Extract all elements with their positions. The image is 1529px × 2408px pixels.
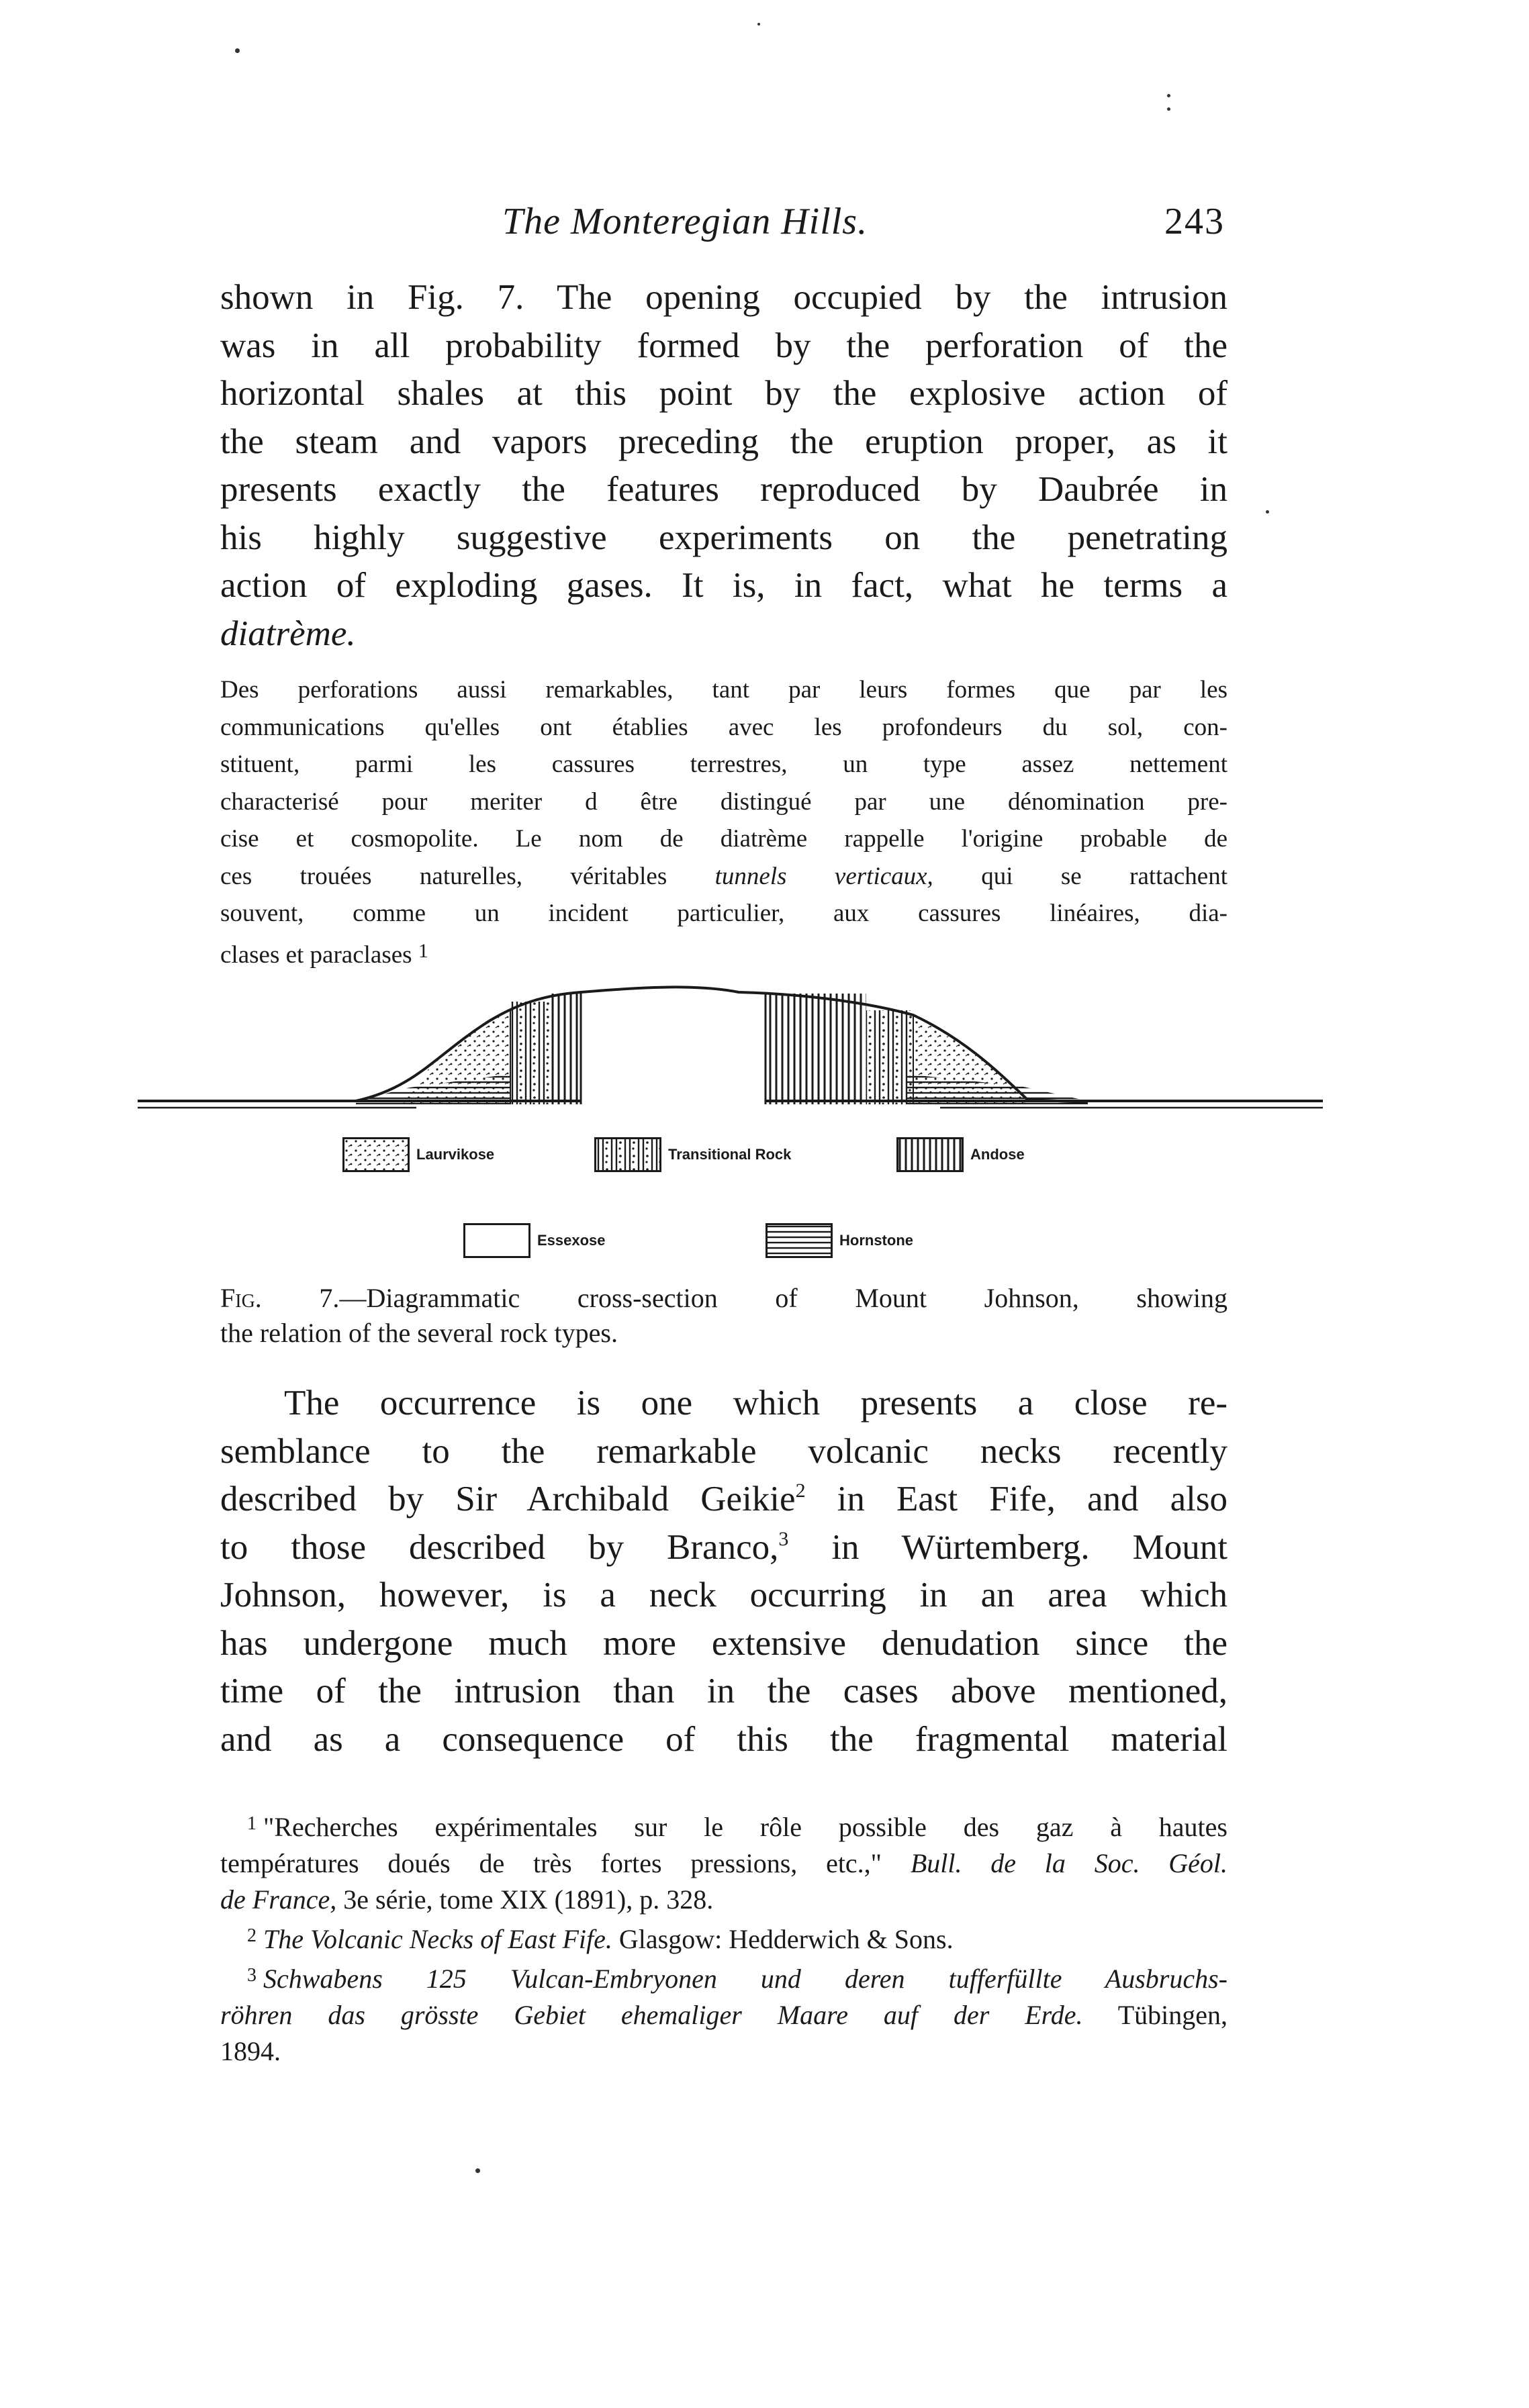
text-line: horizontal shales at this point by the explosive action of — [220, 374, 1227, 413]
text-line: shown in Fig. 7. The opening occupied by the intrusion — [220, 278, 1227, 317]
footnote-text: 3e série, tome XIX (1891), p. 328. — [336, 1884, 714, 1915]
page-number: 243 — [1164, 201, 1225, 242]
footnote-italic: de France, — [220, 1884, 337, 1915]
quote-line-part: clases et paraclases — [220, 941, 412, 969]
legend-item-andose — [896, 1135, 1025, 1175]
caption-line: the relation of the several rock types. — [220, 1318, 618, 1348]
text-line: semblance to the remarkable volcanic necks recently — [220, 1431, 1227, 1471]
quote-line: stituent, parmi les cassures terrestres, un type assez nettement — [220, 751, 1227, 778]
legend-item-transitional — [594, 1135, 791, 1175]
term-diatreme: diatrème. — [220, 614, 356, 653]
print-speck — [475, 2168, 480, 2173]
quote-line: communications qu'elles ont établies avec les profondeurs du sol, con- — [220, 713, 1227, 741]
text-part: in Würtemberg. Mount — [788, 1527, 1227, 1567]
quote-line: characterisé pour meriter d être distingué par une dénomination pre- — [220, 787, 1227, 816]
text-part: described by Sir Archibald Geikie — [220, 1480, 796, 1519]
footnote-1-line — [220, 1845, 1227, 1882]
footnote-mark: 1 — [247, 1813, 257, 1834]
quote-line-part: qui se rattachent — [933, 862, 1227, 890]
quote-line — [220, 858, 1227, 896]
quote-line: cise et cosmopolite. Le nom de diatrème rappelle l'origine probable de — [220, 825, 1227, 853]
print-speck — [235, 48, 240, 53]
print-speck — [1266, 510, 1269, 514]
text-line: was in all probability formed by the perforation of the — [220, 326, 1227, 365]
legend-label: Transitional Rock — [668, 1146, 792, 1163]
text-line — [220, 1524, 1227, 1572]
swatch-laurvikose — [342, 1137, 410, 1172]
footnote-italic: Schwabens 125 Vulcan-Embryonen und deren tufferfüllte Ausbruchs- — [263, 1964, 1227, 1994]
footnote-text: Glasgow: Hedderwich & Sons. — [612, 1924, 954, 1954]
laurvikose-left — [403, 1010, 510, 1104]
footnote-1-line — [220, 1806, 1227, 1845]
quote-italic-phrase: tunnels verticaux, — [714, 862, 933, 890]
block-quotation — [220, 671, 1227, 973]
text-line: and as a consequence of this the fragmental material — [220, 1719, 1227, 1759]
swatch-andose — [896, 1137, 964, 1172]
swatch-transitional-rock — [594, 1137, 661, 1172]
text-line: presents exactly the features reproduced by Daubrée in — [220, 470, 1227, 509]
running-title: The Monteregian Hills. — [502, 201, 868, 242]
paragraph-2 — [220, 1380, 1227, 1764]
legend-label: Laurvikose — [416, 1146, 495, 1163]
caption-label: Fig. 7. — [220, 1283, 340, 1313]
text-line: has undergone much more extensive denudation since the — [220, 1623, 1227, 1663]
text-part: to those described by Branco, — [220, 1527, 779, 1567]
print-speck — [1167, 107, 1170, 111]
text-line-last — [220, 610, 1227, 659]
caption-text: —Diagrammatic cross-section of Mount Johnson, showing — [339, 1283, 1227, 1313]
essexose-core — [581, 987, 766, 1104]
text-line: The occurrence is one which presents a close re- — [284, 1384, 1227, 1423]
legend-item-essexose — [463, 1220, 606, 1261]
legend-label: Hornstone — [839, 1232, 913, 1249]
legend-label: Andose — [970, 1146, 1025, 1163]
text-line — [220, 1476, 1227, 1524]
running-head — [220, 200, 1225, 247]
transitional-rock-right — [866, 1010, 913, 1104]
footnote-mark: 2 — [247, 1925, 257, 1946]
swatch-essexose — [463, 1223, 530, 1258]
text-line: his highly suggestive experiments on the penetrating — [220, 518, 1227, 557]
quote-line-last — [220, 932, 1227, 974]
footnote-reference: 1 — [418, 939, 428, 962]
footnote-italic: Bull. de la Soc. Géol. — [910, 1848, 1227, 1878]
andose-left — [551, 994, 581, 1104]
footnote-text: températures doués de très fortes pressions, etc.," — [220, 1848, 911, 1878]
print-speck — [757, 23, 760, 26]
andose-right — [766, 994, 866, 1104]
quote-line-part: ces trouées naturelles, véritables — [220, 862, 715, 890]
print-speck — [1167, 94, 1170, 97]
quote-line: souvent, comme un incident particulier, aux cassures linéaires, dia- — [220, 900, 1227, 927]
text-line: the steam and vapors preceding the eruption proper, as it — [220, 422, 1227, 461]
text-line: Johnson, however, is a neck occurring in an area which — [220, 1576, 1227, 1615]
footnote-2-line — [220, 1918, 1227, 1958]
laurvikose-right — [913, 1017, 1027, 1104]
footnote-3-line — [220, 1997, 1227, 2033]
legend-item-hornstone — [766, 1220, 913, 1261]
legend-item-laurvikose — [342, 1135, 494, 1175]
footnote-3-line: 1894. — [220, 2036, 281, 2066]
transitional-rock-left — [510, 1002, 551, 1104]
caption-line — [220, 1281, 1227, 1316]
text-part: in East Fife, and also — [805, 1480, 1228, 1519]
footnote-reference: 2 — [795, 1480, 806, 1502]
footnote-italic: röhren das grösste Gebiet ehemaliger Maare auf der Erde. — [220, 2000, 1083, 2030]
paragraph-1 — [220, 274, 1227, 658]
footnote-text: "Recherches expérimentales sur le rôle possible des gaz à hautes — [263, 1812, 1227, 1842]
footnote-text: Tübingen, — [1082, 2000, 1228, 2030]
footnote-1-line — [220, 1882, 1227, 1918]
legend-label: Essexose — [537, 1232, 606, 1249]
text-line: time of the intrusion than in the cases above mentioned, — [220, 1672, 1227, 1711]
footnote-reference: 3 — [778, 1527, 789, 1550]
figure-legend — [0, 1135, 1529, 1282]
footnote-mark: 3 — [247, 1965, 257, 1986]
swatch-hornstone — [766, 1223, 833, 1258]
footnote-3-line — [220, 1958, 1227, 1997]
text-line: action of exploding gases. It is, in fact, what he terms a — [220, 566, 1227, 605]
footnotes — [220, 1806, 1227, 2070]
figure-caption — [220, 1281, 1227, 1351]
quote-line: Des perforations aussi remarkables, tant par leurs formes que par les — [220, 676, 1227, 704]
footnote-italic: The Volcanic Necks of East Fife. — [263, 1924, 612, 1954]
